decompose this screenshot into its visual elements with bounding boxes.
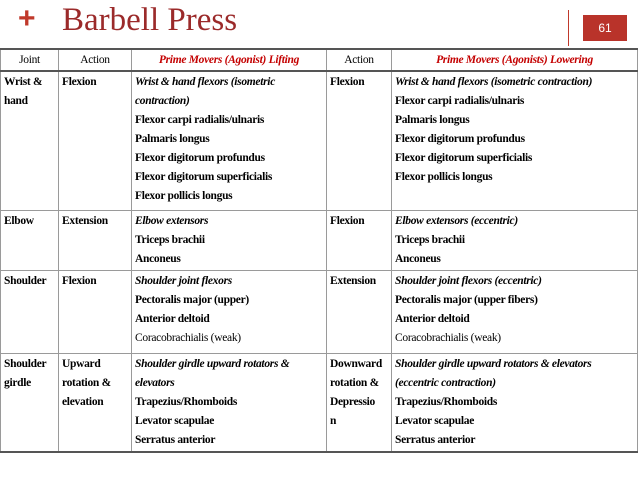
prime-lower-cell: Elbow extensors (eccentric) Triceps brachii Anconeus [392,211,638,271]
page-number-badge: 61 [583,15,627,41]
action-lift-cell: Upward rotation & elevation [59,354,132,453]
table-row [1,354,638,453]
header-prime-lift: Prime Movers (Agonist) Lifting [132,49,327,71]
muscle-table [0,48,638,453]
action-lower-cell: Flexion [327,211,392,271]
table-row [1,271,638,354]
action-lower-cell: Downward rotation & Depressio n [327,354,392,453]
header-action-lower: Action [327,49,392,71]
joint-cell: Shoulder girdle [1,354,59,453]
action-lower-cell: Flexion [327,71,392,211]
plus-icon: + [18,2,36,35]
slide-title: Barbell Press [62,2,238,38]
table-header-row [1,49,638,71]
header-joint: Joint [1,49,59,71]
header-prime-lower: Prime Movers (Agonists) Lowering [392,49,638,71]
divider [568,10,569,46]
joint-cell: Elbow [1,211,59,271]
joint-cell: Wrist & hand [1,71,59,211]
table-row [1,71,638,211]
prime-lower-cell: Wrist & hand flexors (isometric contraction) Flexor carpi radialis/ulnaris Palmaris longus Flexor digitorum profundus Flexor digitorum superficialis Flexor pollicis longus [392,71,638,211]
prime-lift-cell: Shoulder girdle upward rotators & elevators Trapezius/Rhomboids Levator scapulae Serratus anterior [132,354,327,453]
table-row [1,211,638,271]
prime-lift-cell: Shoulder joint flexors Pectoralis major (upper) Anterior deltoid Coracobrachialis (weak) [132,271,327,354]
prime-lower-cell: Shoulder joint flexors (eccentric) Pectoralis major (upper fibers) Anterior deltoid Coracobrachialis (weak) [392,271,638,354]
joint-cell: Shoulder [1,271,59,354]
prime-lower-cell: Shoulder girdle upward rotators & elevators (eccentric contraction) Trapezius/Rhomboids Levator scapulae Serratus anterior [392,354,638,453]
prime-lift-cell: Wrist & hand flexors (isometric contraction) Flexor carpi radialis/ulnaris Palmaris longus Flexor digitorum profundus Flexor digitorum superficialis Flexor pollicis longus [132,71,327,211]
header-action-lift: Action [59,49,132,71]
prime-lift-cell: Elbow extensors Triceps brachii Anconeus [132,211,327,271]
action-lift-cell: Extension [59,211,132,271]
action-lower-cell: Extension [327,271,392,354]
action-lift-cell: Flexion [59,71,132,211]
action-lift-cell: Flexion [59,271,132,354]
